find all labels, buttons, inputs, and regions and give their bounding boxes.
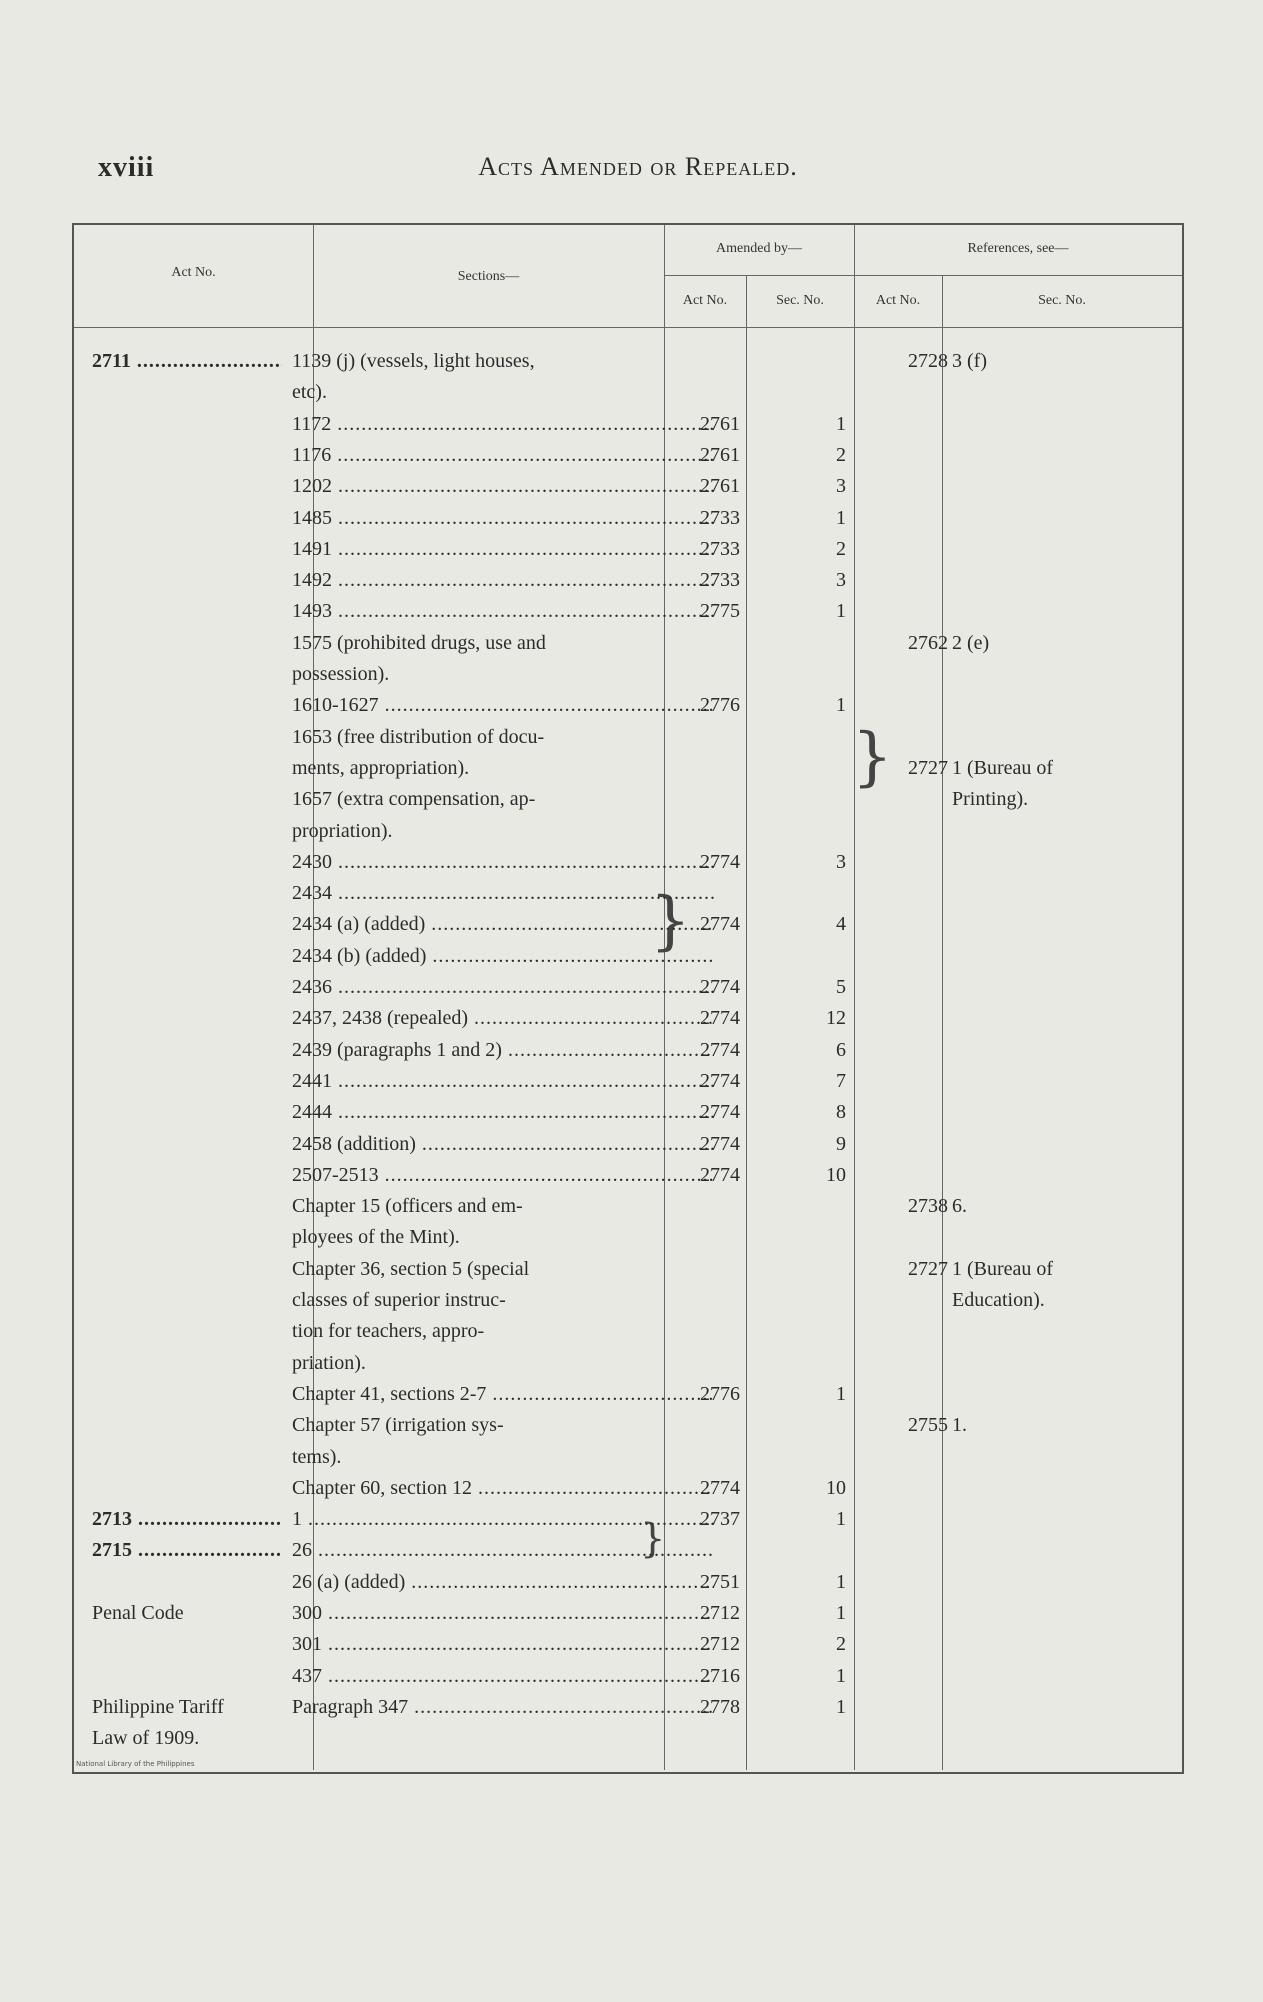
section-cell: Paragraph 347 .....	[292, 1695, 714, 1719]
brace-mark: }	[640, 1516, 666, 1562]
section-cell: 1139 (j) (vessels, light houses,	[292, 350, 535, 372]
section-cell: 1610-1627 .....	[292, 693, 714, 717]
amended-sec-no-cell: 10	[826, 1476, 846, 1499]
section-cell: 1485 .....	[292, 506, 714, 530]
table-row	[74, 1065, 1182, 1097]
amended-act-no-cell: 2733	[700, 569, 740, 592]
page-header	[98, 152, 1178, 192]
amended-sec-no-cell: 3	[836, 850, 846, 873]
ref-sec-no-cell: Education).	[952, 1289, 1045, 1311]
amended-act-no-cell: 2776	[700, 1382, 740, 1405]
amended-act-no-cell: 2774	[700, 1101, 740, 1124]
table-row	[74, 877, 1182, 909]
section-cell: 1653 (free distribution of docu-	[292, 725, 545, 748]
section-cell: ployees of the Mint).	[292, 1226, 460, 1249]
act-cell: 2713 .....	[92, 1507, 282, 1531]
act-cell: 2711 .....	[92, 349, 282, 373]
section-cell: 1493 .....	[292, 599, 714, 623]
section-cell: 2430 .....	[292, 850, 714, 874]
table-row	[74, 564, 1182, 596]
table-row	[74, 971, 1182, 1003]
section-cell: Chapter 60, section 12 .....	[292, 1476, 714, 1500]
table-row	[74, 533, 1182, 565]
amendments-table	[72, 223, 1184, 1774]
table-row	[74, 376, 1182, 408]
amended-sec-no-cell: 2	[836, 537, 846, 560]
section-cell: 1172 .....	[292, 412, 714, 436]
section-cell: 26 (a) (added) .....	[292, 1570, 714, 1594]
amended-act-no-cell: 2737	[700, 1508, 740, 1531]
table-row	[74, 1096, 1182, 1128]
amended-act-no-cell: 2774	[700, 1007, 740, 1030]
section-cell: 300 .....	[292, 1601, 714, 1625]
table-row	[74, 1002, 1182, 1034]
section-cell: 1575 (prohibited drugs, use and	[292, 631, 546, 654]
table-row	[74, 345, 1182, 377]
table-row	[74, 1378, 1182, 1410]
table-row	[74, 1221, 1182, 1253]
table-row	[74, 1315, 1182, 1347]
amended-sec-no-cell: 1	[836, 600, 846, 623]
page-number: xviii	[98, 152, 155, 183]
amended-act-no-cell: 2712	[700, 1633, 740, 1656]
page-title: Acts Amended or Repealed.	[478, 152, 798, 181]
table-row	[74, 752, 1182, 784]
table-row	[74, 1722, 1182, 1754]
section-cell: possession).	[292, 663, 390, 685]
amended-act-no-cell: 2733	[700, 506, 740, 529]
table-row	[74, 1660, 1182, 1692]
section-cell: propriation).	[292, 819, 393, 842]
table-row	[74, 1472, 1182, 1504]
section-cell: Chapter 41, sections 2-7 .....	[292, 1382, 714, 1406]
amended-sec-no-cell: 8	[836, 1101, 846, 1124]
amended-sec-no-cell: 1	[836, 1382, 846, 1405]
amended-act-no-cell: 2774	[700, 1069, 740, 1092]
header-amended-by: Amended by—	[716, 241, 802, 256]
section-cell: 2439 (paragraphs 1 and 2) .....	[292, 1038, 714, 1062]
section-cell: 2441 .....	[292, 1069, 714, 1093]
amended-act-no-cell: 2774	[700, 976, 740, 998]
ref-act-no-cell: 2728	[908, 350, 948, 372]
section-cell: 1657 (extra compensation, ap-	[292, 788, 536, 811]
amended-sec-no-cell: 2	[836, 443, 846, 466]
amended-sec-no-cell: 6	[836, 1038, 846, 1061]
ref-sec-no-cell: 1 (Bureau of	[952, 756, 1054, 779]
header-subdivider	[664, 275, 1182, 276]
section-cell: 2458 (addition) .....	[292, 1132, 714, 1156]
ref-sec-no-cell: 1.	[952, 1414, 967, 1437]
table-row	[74, 1159, 1182, 1191]
table-row	[74, 1566, 1182, 1598]
ref-sec-no-cell: 2 (e)	[952, 631, 990, 654]
amended-sec-no-cell: 1	[836, 1570, 846, 1593]
amended-sec-no-cell: 1	[836, 412, 846, 435]
amended-sec-no-cell: 2	[836, 1633, 846, 1656]
section-cell: priation).	[292, 1351, 366, 1374]
table-row	[74, 815, 1182, 847]
section-cell: 2444 .....	[292, 1100, 714, 1124]
amended-sec-no-cell: 1	[836, 1695, 846, 1718]
section-cell: 26 .....	[292, 1538, 714, 1562]
amended-act-no-cell: 2774	[700, 1163, 740, 1186]
amended-sec-no-cell: 9	[836, 1132, 846, 1155]
amended-sec-no-cell: 12	[826, 1007, 846, 1030]
table-row	[74, 1441, 1182, 1473]
amended-act-no-cell: 2774	[700, 913, 740, 936]
ref-act-no-cell: 2727	[908, 756, 948, 779]
amended-act-no-cell: 2733	[700, 537, 740, 560]
amended-act-no-cell: 2774	[700, 1132, 740, 1155]
brace-mark: }	[852, 720, 893, 794]
section-cell: classes of superior instruc-	[292, 1289, 506, 1311]
ref-act-no-cell: 2727	[908, 1257, 948, 1280]
section-cell: 2434 (a) (added) .....	[292, 912, 714, 936]
amended-sec-no-cell: 1	[836, 694, 846, 717]
table-row	[74, 1534, 1182, 1566]
amended-sec-no-cell: 3	[836, 475, 846, 498]
table-row	[74, 1284, 1182, 1316]
table-row	[74, 1347, 1182, 1379]
table-row	[74, 439, 1182, 471]
section-cell: 2434 .....	[292, 881, 714, 905]
amended-act-no-cell: 2761	[700, 443, 740, 466]
section-cell: 2436 .....	[292, 975, 714, 999]
amended-act-no-cell: 2761	[700, 412, 740, 435]
section-cell: 2437, 2438 (repealed) .....	[292, 1006, 714, 1030]
table-row	[74, 783, 1182, 815]
table-row	[74, 408, 1182, 440]
header-ref-act-no: Act No.	[875, 293, 921, 308]
ref-act-no-cell: 2738	[908, 1195, 948, 1218]
table-row	[74, 1034, 1182, 1066]
amended-act-no-cell: 2774	[700, 1038, 740, 1061]
table-row	[74, 846, 1182, 878]
section-cell: 2434 (b) (added) .....	[292, 944, 714, 968]
header-bottom-rule	[74, 327, 1182, 328]
table-row	[74, 502, 1182, 534]
amended-act-no-cell: 2751	[700, 1570, 740, 1593]
section-cell: 1491 .....	[292, 537, 714, 561]
amended-sec-no-cell: 7	[836, 1069, 846, 1092]
section-cell: 1492 .....	[292, 568, 714, 592]
amended-act-no-cell: 2778	[700, 1695, 740, 1718]
amended-sec-no-cell: 10	[826, 1163, 846, 1186]
section-cell: 1202 .....	[292, 474, 714, 498]
act-cell: Philippine Tariff	[92, 1695, 224, 1718]
amended-act-no-cell: 2774	[700, 850, 740, 873]
ref-sec-no-cell: Printing).	[952, 788, 1029, 811]
table-row	[74, 1691, 1182, 1723]
amended-sec-no-cell: 4	[836, 913, 846, 936]
section-cell: 2507-2513 .....	[292, 1163, 714, 1187]
section-cell: Chapter 15 (officers and em-	[292, 1195, 523, 1218]
ref-sec-no-cell: 3 (f)	[952, 350, 987, 372]
table-row	[74, 940, 1182, 972]
library-footnote: National Library of the Philippines	[76, 1760, 195, 1768]
section-cell: tems).	[292, 1445, 342, 1468]
ref-act-no-cell: 2755	[908, 1414, 948, 1437]
section-cell: ments, appropriation).	[292, 756, 470, 779]
section-cell: 437 .....	[292, 1664, 714, 1688]
header-sections: Sections—	[457, 269, 520, 284]
amended-act-no-cell: 2716	[700, 1664, 740, 1687]
section-cell: tion for teachers, appro-	[292, 1320, 485, 1343]
table-row	[74, 470, 1182, 502]
amended-act-no-cell: 2775	[700, 600, 740, 623]
header-references: References, see—	[967, 241, 1069, 256]
section-cell: 301 .....	[292, 1632, 714, 1656]
amended-act-no-cell: 2774	[700, 1476, 740, 1499]
header-amended-sec-no: Sec. No.	[776, 293, 824, 308]
table-row	[74, 1190, 1182, 1222]
amended-sec-no-cell: 1	[836, 1602, 846, 1624]
table-row	[74, 908, 1182, 940]
table-row	[74, 689, 1182, 721]
amended-sec-no-cell: 1	[836, 506, 846, 529]
amended-sec-no-cell: 3	[836, 569, 846, 592]
table-row	[74, 1597, 1182, 1629]
header-act-no: Act No.	[171, 265, 216, 280]
header-ref-sec-no: Sec. No.	[1038, 293, 1086, 308]
amended-sec-no-cell: 5	[836, 976, 846, 998]
section-cell: 1 .....	[292, 1507, 714, 1531]
table-row	[74, 1409, 1182, 1441]
ref-sec-no-cell: 6.	[952, 1195, 967, 1218]
act-cell: Law of 1909.	[92, 1727, 200, 1750]
brace-mark: }	[650, 884, 691, 958]
table-row	[74, 1628, 1182, 1660]
table-row	[74, 721, 1182, 753]
ref-sec-no-cell: 1 (Bureau of	[952, 1257, 1054, 1280]
section-cell: 1176 .....	[292, 443, 714, 467]
table-row	[74, 1253, 1182, 1285]
section-cell: Chapter 36, section 5 (special	[292, 1257, 530, 1280]
table-row	[74, 658, 1182, 690]
amended-act-no-cell: 2776	[700, 694, 740, 717]
table-row	[74, 1128, 1182, 1160]
amended-act-no-cell: 2761	[700, 475, 740, 498]
table-row	[74, 627, 1182, 659]
table-row	[74, 595, 1182, 627]
ref-act-no-cell: 2762	[908, 631, 948, 654]
amended-sec-no-cell: 1	[836, 1664, 846, 1687]
amended-sec-no-cell: 1	[836, 1508, 846, 1531]
header-amended-act-no: Act No.	[682, 293, 728, 308]
section-cell: etc).	[292, 381, 327, 404]
act-cell: 2715 .....	[92, 1538, 282, 1562]
table-row	[74, 1503, 1182, 1535]
amended-act-no-cell: 2712	[700, 1602, 740, 1624]
section-cell: Chapter 57 (irrigation sys-	[292, 1414, 504, 1437]
act-cell: Penal Code	[92, 1602, 184, 1624]
